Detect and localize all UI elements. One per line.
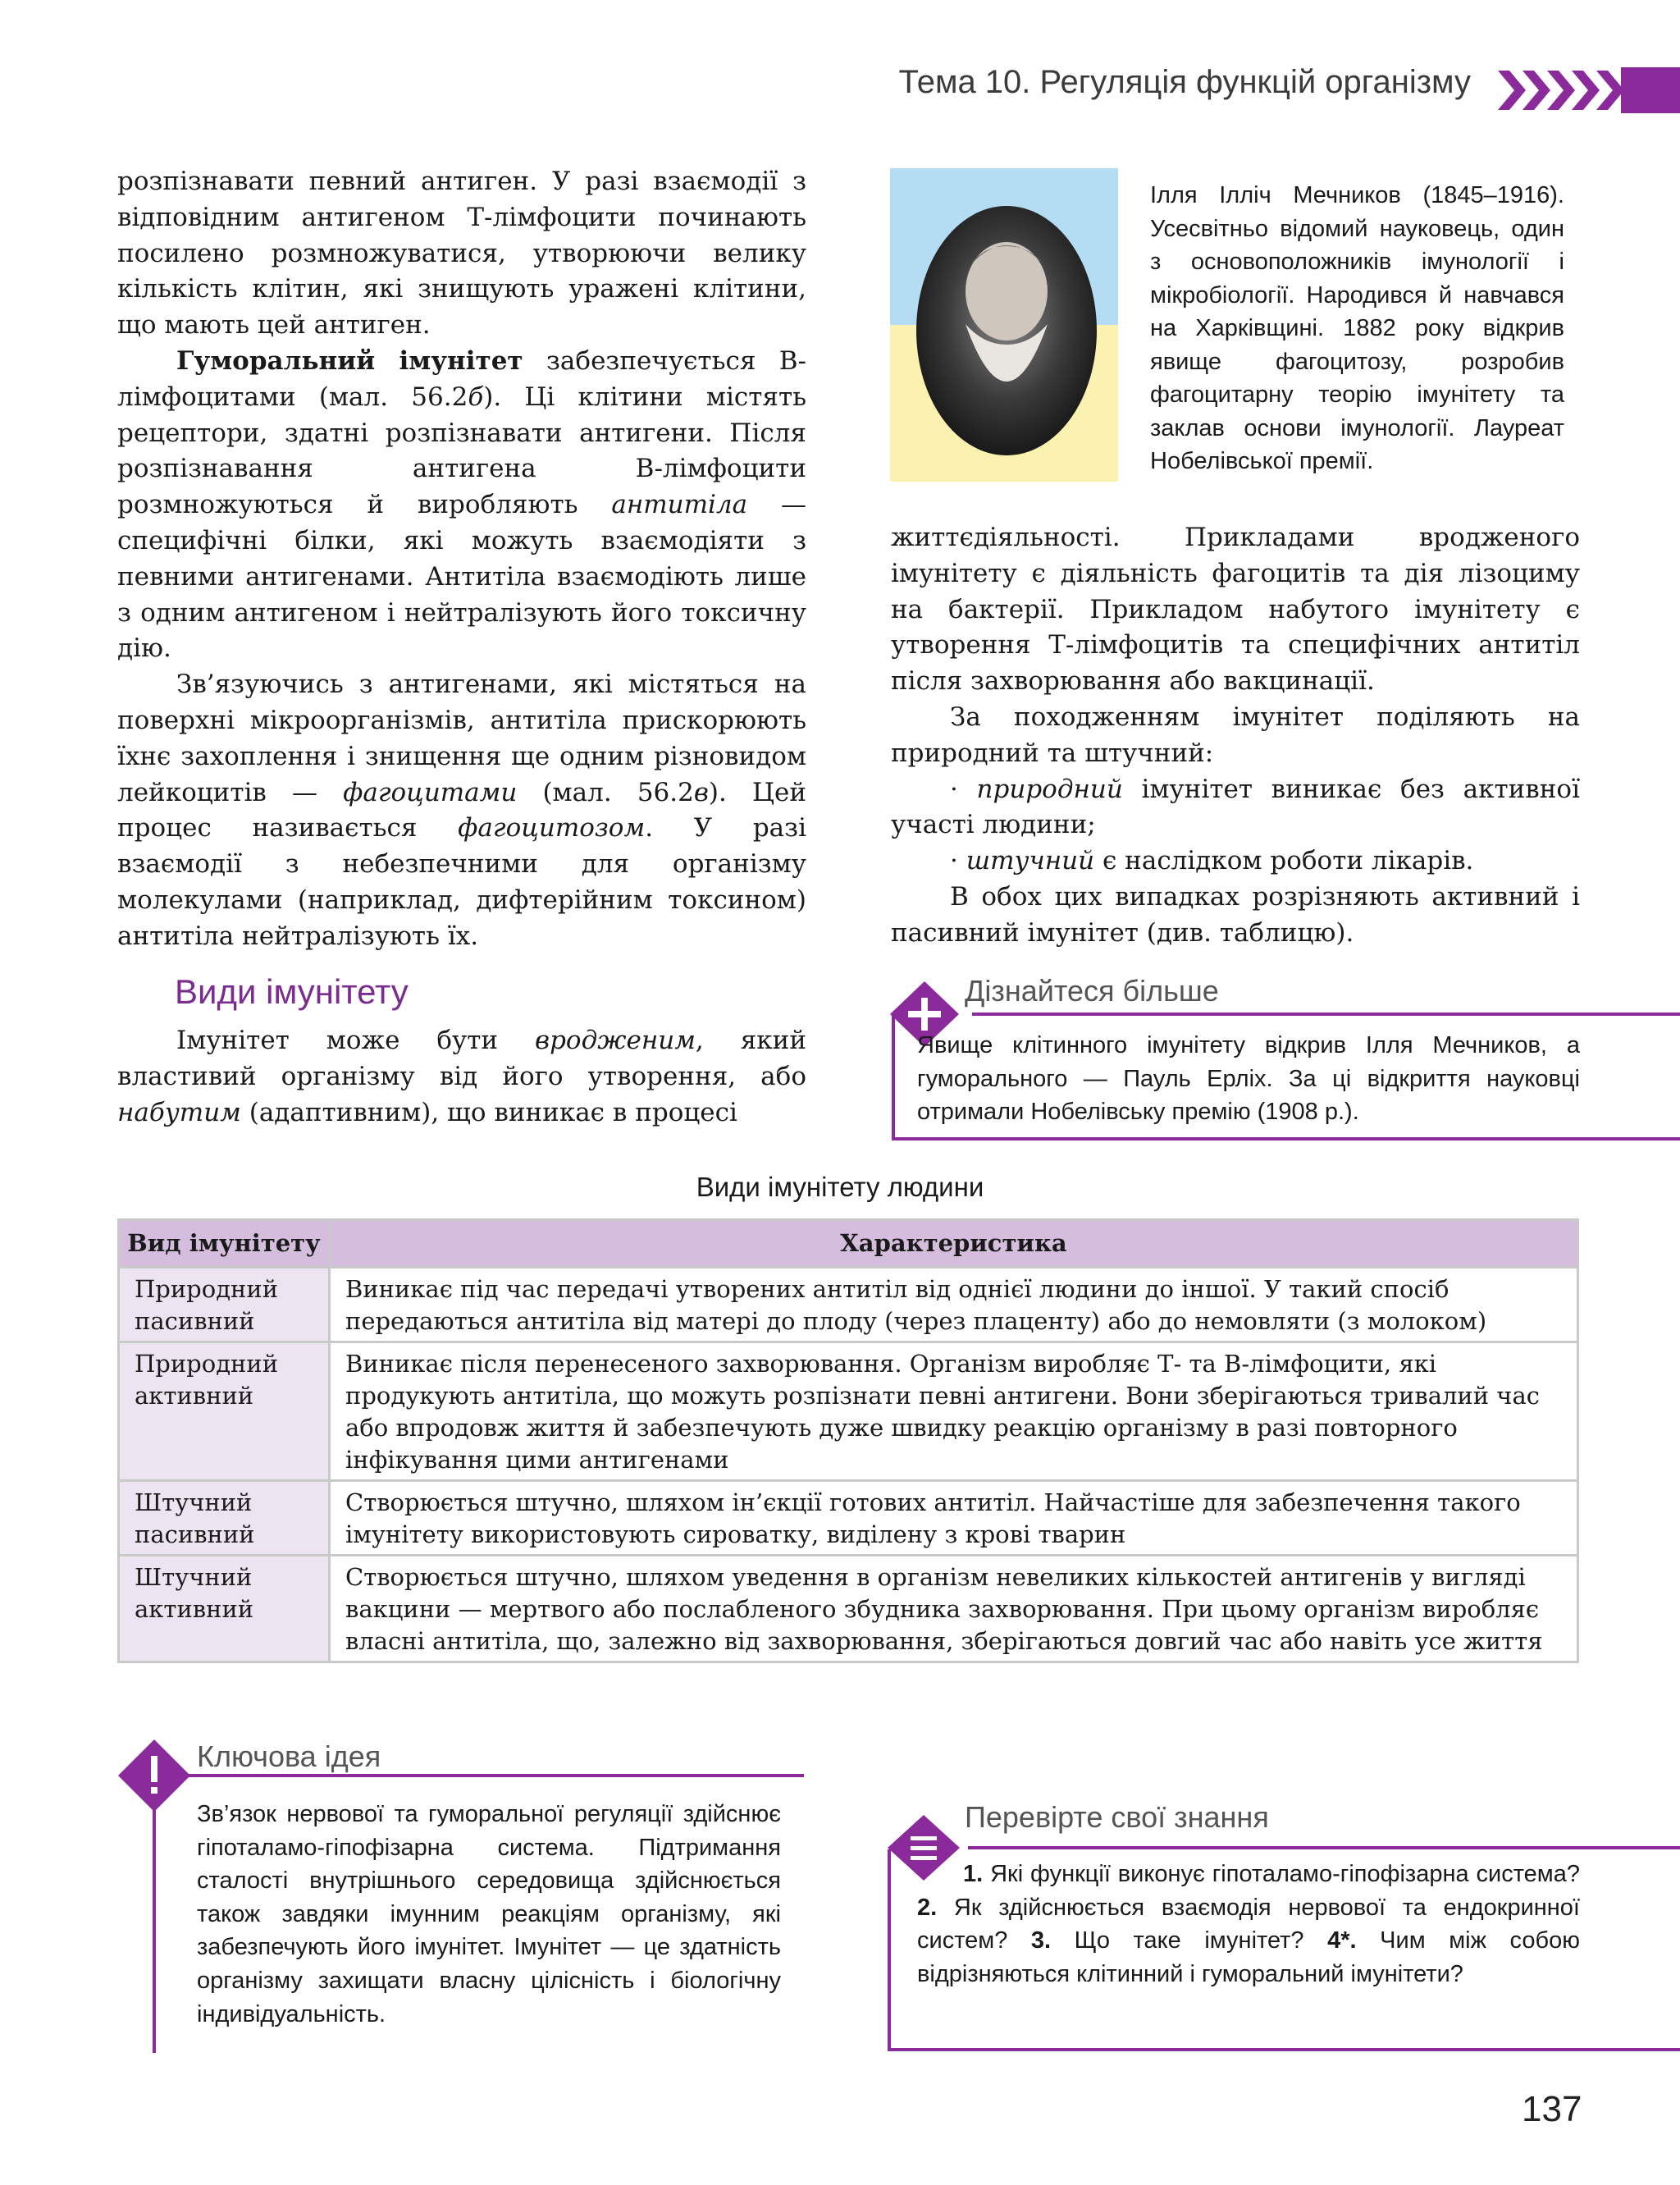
term-innate: вродженим bbox=[535, 1026, 696, 1055]
paragraph-immunity-types bbox=[117, 1023, 806, 1131]
figure-ref: в bbox=[693, 777, 709, 807]
paragraph-examples: життєдіяльності. Прикладами вродженого імунітету є діяльність фагоцитів та дія лізоциму на бактерії. Прикладом набутого імунітету є утворення Т-лімфоцитів та специфічних антитіл після захворювання або вакцинації. bbox=[891, 523, 1580, 697]
paragraph-active-passive: В обох цих випадках розрізняють активний і пасивний імунітет (див. таблицю). bbox=[891, 881, 1580, 948]
immunity-kind: Природний активний bbox=[119, 1342, 330, 1481]
figure-ref: б bbox=[468, 382, 484, 412]
chevrons-icon bbox=[1498, 67, 1680, 113]
question-text: Чим між собою відрізняються клітинний і гуморальний імунітети? bbox=[917, 1927, 1580, 1987]
text-run: забезпечується В-лімфоцитами (мал. 56.2 bbox=[117, 345, 806, 412]
text-run: (адаптивним), що виникає в процесі bbox=[240, 1097, 737, 1127]
term-artificial: штучний bbox=[966, 846, 1095, 876]
bullet-dot: · bbox=[950, 774, 977, 804]
key-idea-title: Ключова ідея bbox=[197, 1739, 381, 1773]
immunity-kind: Штучний активний bbox=[119, 1556, 330, 1662]
question-text: Як здійснюється взаємодія нервової та ендокринної систем? bbox=[917, 1894, 1580, 1954]
table-title: Види імунітету людини bbox=[696, 1172, 984, 1202]
paragraph-humoral bbox=[117, 344, 806, 667]
term-antibodies: антитіла bbox=[611, 490, 748, 520]
question-text: Що таке імунітет? bbox=[1051, 1927, 1328, 1954]
term-phagocytes: фагоцитами bbox=[343, 777, 518, 807]
immunity-table bbox=[117, 1218, 1579, 1663]
question-text: Які функції виконує гіпоталамо-гіпофізарна система? bbox=[983, 1861, 1580, 1887]
immunity-kind: Природний пасивний bbox=[119, 1268, 330, 1342]
table-header-row bbox=[119, 1220, 1578, 1268]
column-header-description: Характеристика bbox=[330, 1220, 1578, 1268]
page-number: 137 bbox=[1522, 2089, 1582, 2129]
topic-header: Тема 10. Регуляція функцій організму bbox=[898, 64, 1471, 100]
immunity-description: Створюється штучно, шляхом уведення в організм невеликих кількостей антигенів у вигляді вакцини — мертвого або послабленого збудника захворювання. При цьому організм виробляє власні антитіла, що, залежно від захворювання, зберігаються довгий час або навіть усе життя bbox=[330, 1556, 1578, 1662]
paragraph-origin: За походженням імунітет поділяють на природний та штучний: bbox=[891, 702, 1580, 768]
check-knowledge-title: Перевірте свої знання bbox=[965, 1800, 1269, 1834]
portrait-oval bbox=[890, 168, 1118, 482]
term-humoral-immunity: Гуморальний імунітет bbox=[176, 345, 523, 376]
portrait-caption: Ілля Ілліч Мечников (1845–1916). Усесвітньо відомий науковець, один з основоположників імунології і мікробіології. Народився й навчався на Харківщині. 1882 року відкрив явище фагоцитозу, розробив фагоцитарну теорію імунітету та заклав основи імунології. Лауреат Нобелівської премії. bbox=[1150, 182, 1564, 474]
text-run: є наслідком роботи лікарів. bbox=[1094, 846, 1474, 876]
bullet-natural bbox=[891, 772, 1580, 844]
text-run: Імунітет може бути bbox=[176, 1026, 536, 1055]
text-run: (мал. 56.2 bbox=[517, 777, 694, 807]
section-text bbox=[117, 1023, 806, 1131]
bullet-artificial bbox=[891, 843, 1580, 880]
key-idea-text: Зв’язок нервової та гуморальної регуляції здійснює гіпоталамо-гіпофізарна система. Підтримання сталості внутрішнього середовища здійснюється також завдяки імунним реакціям організму, які забезпечують його імунітет. Імунітет — це здатність організму захищати власну цілісність і біологічну індивідуальність. bbox=[197, 1801, 781, 2027]
text-run: . У разі взаємодії з небезпечними для організму молекулами (наприклад, дифтерійним токсином) антитіла нейтралізують їх. bbox=[117, 813, 806, 951]
text-run: — специфічні білки, які можуть взаємодіяти з певними антигенами. Антитіла взаємодіють лише з одним антигеном і нейтралізують його токсичну дію. bbox=[117, 490, 806, 664]
question-number: 3. bbox=[1030, 1927, 1052, 1954]
portrait-image bbox=[890, 168, 1118, 482]
text-run: , який властивий організму від його утворення, або bbox=[117, 1026, 806, 1091]
text-run: ). Цей процес називається bbox=[117, 777, 807, 843]
term-natural: природний bbox=[976, 774, 1123, 804]
text-run: ). Ці клітини містять рецептори, здатні розпізнавати антигени. Після розпізнавання антигена В-лімфоцити розмножуються й виробляють bbox=[117, 382, 806, 520]
question-number: 4*. bbox=[1327, 1927, 1357, 1954]
table-row bbox=[119, 1342, 1578, 1481]
learn-more-title: Дізнайтеся більше bbox=[965, 974, 1219, 1008]
question-number: 2. bbox=[917, 1894, 938, 1921]
learn-more-text: Явище клітинного імунітету відкрив Ілля Мечников, а гуморального — Пауль Ерліх. За ці відкриття науковці отримали Нобелівську премію (1908 р.). bbox=[917, 1032, 1580, 1125]
immunity-description: Створюється штучно, шляхом ін’єкції готових антитіл. Найчастіше для забезпечення такого імунітету використовують сироватку, виділену з крові тварин bbox=[330, 1481, 1578, 1556]
check-knowledge-questions bbox=[917, 1858, 1580, 1991]
section-heading: Види імунітету bbox=[175, 972, 409, 1011]
question-number: 1. bbox=[963, 1861, 984, 1887]
table-row bbox=[119, 1481, 1578, 1556]
paragraph-phagocytosis bbox=[117, 667, 806, 954]
paragraph-cellular-end: розпізнавати певний антиген. У разі взаємодії з відповідним антигеном Т-лімфоцити починають посилено розмножуватися, утворюючи велику кількість клітин, які знищують уражені клітини, що мають цей антиген. bbox=[117, 167, 806, 341]
left-column-text bbox=[117, 164, 806, 955]
term-phagocytosis: фагоцитозом bbox=[458, 813, 646, 843]
bullet-dot: · bbox=[950, 846, 966, 876]
immunity-description: Виникає під час передачі утворених антитіл від однієї людини до іншої. У такий спосіб передаються антитіла від матері до плоду (через плаценту) або до немовляти (з молоком) bbox=[330, 1268, 1578, 1342]
text-run: Зв’язуючись з антигенами, які містяться на поверхні мікроорганізмів, антитіла прискорюють їхнє захоплення і знищення ще одним різновидом лейкоцитів — bbox=[117, 670, 806, 807]
table-row bbox=[119, 1268, 1578, 1342]
immunity-kind: Штучний пасивний bbox=[119, 1481, 330, 1556]
immunity-description: Виникає після перенесеного захворювання. Організм виробляє Т- та В-лімфоцити, які продукують антитіла, що можуть розпізнати певні антигени. Вони зберігаються тривалий час або впродовж життя й забезпечують дуже швидку реакцію організму в разі повторного інфікування цими антигенами bbox=[330, 1342, 1578, 1481]
right-column-text bbox=[891, 520, 1580, 952]
text-run: імунітет виникає без активної участі людини; bbox=[891, 774, 1580, 840]
term-acquired: набутим bbox=[117, 1097, 241, 1127]
column-header-kind: Вид імунітету bbox=[119, 1220, 330, 1268]
table-row bbox=[119, 1556, 1578, 1662]
